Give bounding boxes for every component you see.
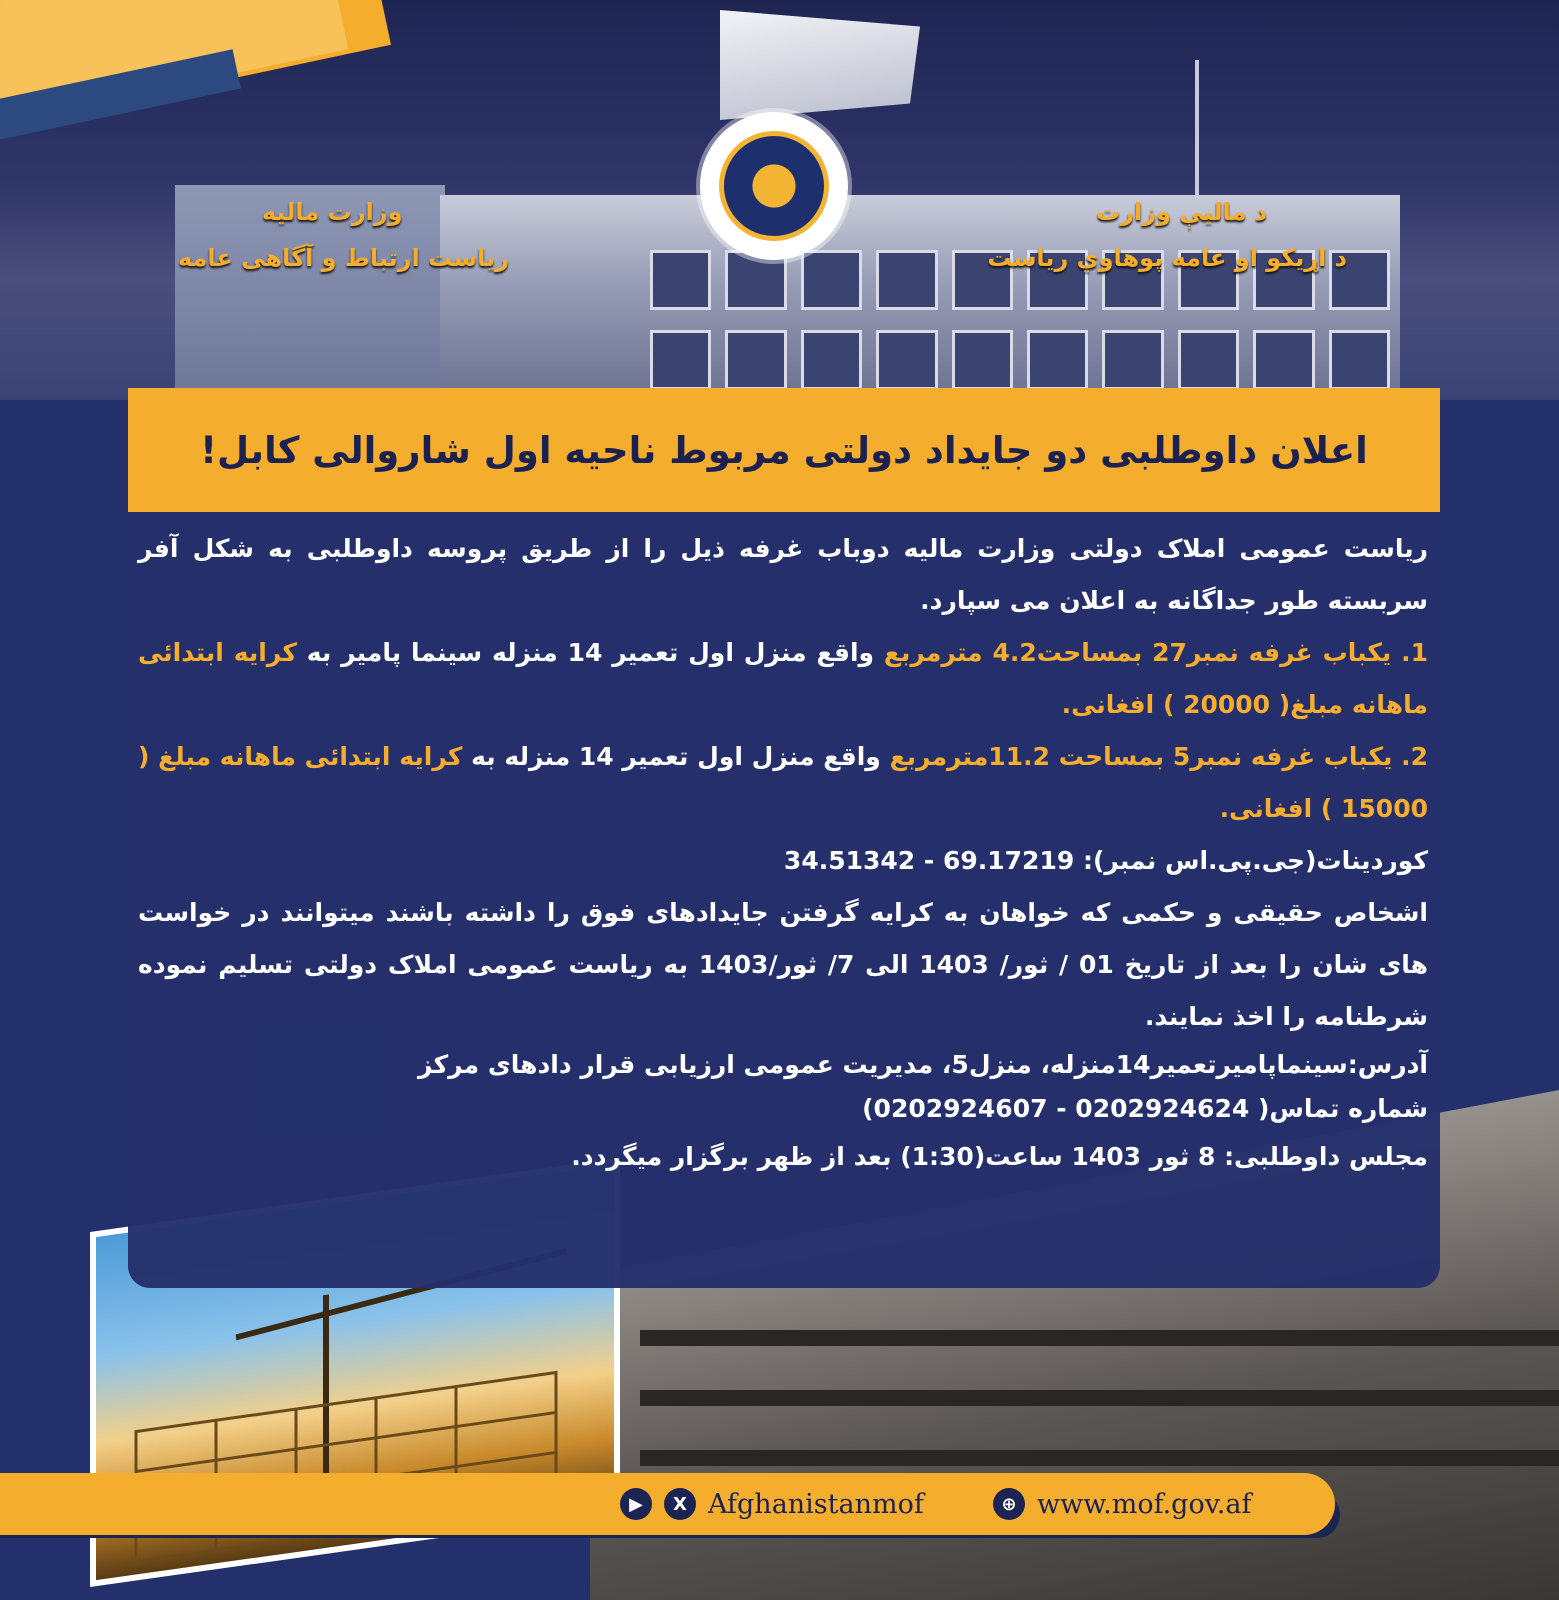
title-banner — [128, 388, 1440, 512]
announcement-title: اعلان داوطلبی دو جایداد دولتی مربوط ناحیه اول شاروالی کابل! — [200, 428, 1368, 472]
website-link — [993, 1484, 1251, 1524]
item-2 — [138, 731, 1428, 835]
windows-row — [650, 330, 1390, 390]
item-2-rent: کرایه ابتدائی ماهانه مبلغ ( 15000 ) افغانی. — [138, 742, 1428, 823]
item-1-location: واقع منزل اول تعمیر 14 منزله سینما پامیر به — [296, 638, 884, 667]
item-1 — [138, 627, 1428, 731]
item-2-shop: 2. یکباب غرفه نمبر5 بمساحت 11.2مترمربع — [889, 742, 1429, 771]
globe-icon: ⊕ — [993, 1488, 1025, 1520]
social-links — [620, 1484, 924, 1524]
flag — [720, 10, 920, 120]
header-dari-directorate: ریاست ارتباط و آگاهی عامه — [178, 244, 509, 272]
item-2-location: واقع منزل اول تعمیر 14 منزله به — [462, 742, 890, 771]
x-icon[interactable]: X — [664, 1488, 696, 1520]
phone-numbers: شماره تماس( 0202924624 - 0202924607) — [862, 1094, 1428, 1123]
building-floor-line — [640, 1330, 1559, 1346]
gps-coordinates: کوردینات(جی.پی.اس نمبر): 69.17219 - 34.51342 — [783, 846, 1428, 875]
item-1-rent: کرایه ابتدائی ماهانه مبلغ( 20000 ) افغانی. — [138, 638, 1428, 719]
applicants-paragraph: اشخاص حقیقی و حکمی که خواهان به کرایه گرفتن جایدادهای فوق را داشته باشند میتوانند در خواست های شان را بعد از تاریخ 01 / ثور/ 1403 الی 7/ ثور/1403 به ریاست عمومی املاک دولتی تسلیم نموده شرطنامه را اخذ نمایند. — [138, 898, 1429, 1031]
address: آدرس:سینماپامیرتعمیر14منزله، منزل5، مدیریت عمومی ارزیابی قرار دادهای مرکز — [418, 1050, 1428, 1079]
header-dari-ministry: وزارت مالیه — [262, 198, 403, 226]
social-handle[interactable]: Afghanistanmof — [708, 1488, 924, 1520]
intro-paragraph: ریاست عمومی املاک دولتی وزارت مالیه دوباب غرفه ذیل را از طریق پروسه داوطلبی به شکل آفر سربسته طور جداگانه به اعلان می سپارد. — [138, 534, 1428, 615]
building-floor-line — [640, 1390, 1559, 1406]
announcement-body — [138, 523, 1428, 1183]
header-pashto-ministry: د مالیې وزارت — [1096, 198, 1267, 226]
bidding-session: مجلس داوطلبی: 8 ثور 1403 ساعت(1:30) بعد از ظهر برگزار میگردد. — [571, 1142, 1428, 1171]
building-floor-line — [640, 1450, 1559, 1466]
header-pashto-directorate: د اړیکو او عامه پوهاوي ریاست — [987, 244, 1347, 272]
logo-emblem — [719, 131, 829, 241]
website-url[interactable]: www.mof.gov.af — [1037, 1488, 1252, 1520]
youtube-icon[interactable]: ▶ — [620, 1488, 652, 1520]
item-1-shop: 1. یکباب غرفه نمبر27 بمساحت4.2 مترمربع — [883, 638, 1428, 667]
ministry-logo — [700, 112, 848, 260]
